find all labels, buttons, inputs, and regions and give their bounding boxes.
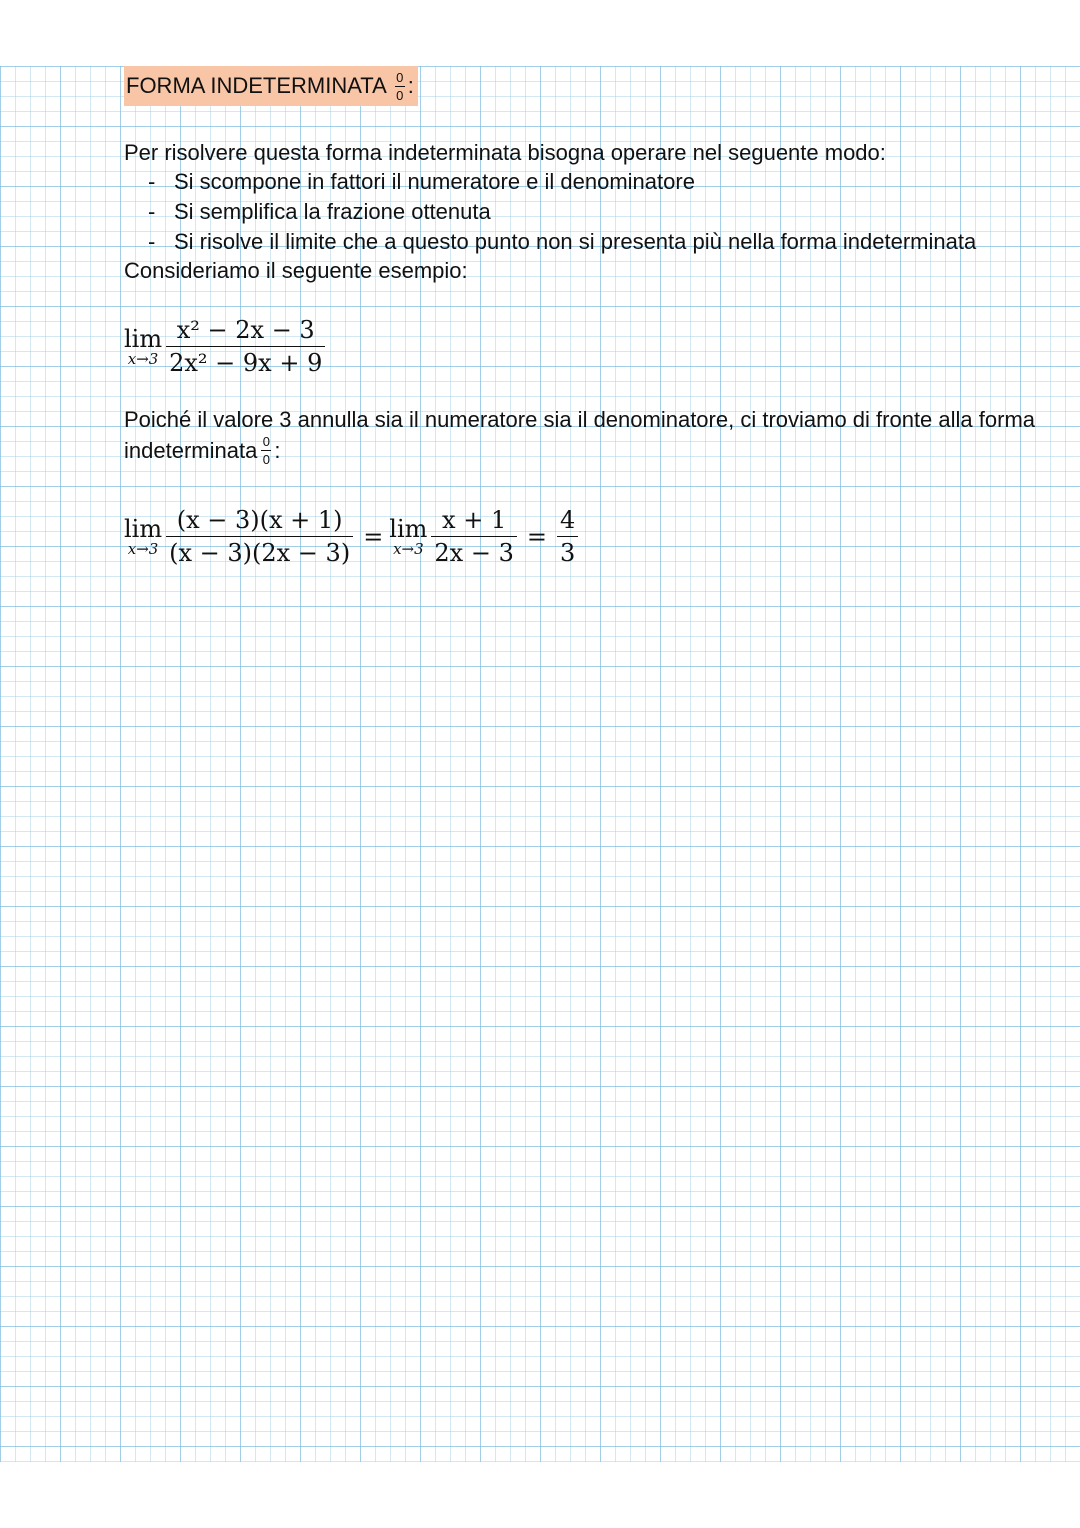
bullet-marker: - <box>148 199 156 224</box>
intro-paragraph: Per risolvere questa forma indeterminata bisogna operare nel seguente modo: <box>124 140 886 165</box>
limit-operator <box>124 514 163 558</box>
explanation-fraction <box>261 434 271 467</box>
list-item-text: Si risolve il limite che a questo punto non si presenta più nella forma indeterminata <box>174 229 977 254</box>
list-item-text: Si semplifica la frazione ottenuta <box>174 199 491 224</box>
fraction-denominator: (x − 3)(2x − 3) <box>169 539 351 567</box>
limit-subscript: x→3 <box>127 539 159 558</box>
limit-word: lim <box>124 324 163 353</box>
title-fraction-denominator: 0 <box>396 87 404 103</box>
example-intro: Consideriamo il seguente esempio: <box>124 258 468 283</box>
title-colon: : <box>407 73 414 98</box>
bullet-marker: - <box>148 229 156 254</box>
steps-list <box>148 167 976 257</box>
factored-fraction <box>166 504 353 569</box>
list-item <box>148 227 976 257</box>
limit-word: lim <box>124 514 163 543</box>
result-denominator: 3 <box>559 539 576 567</box>
bullet-marker: - <box>148 169 156 194</box>
explanation-line-2 <box>124 434 280 467</box>
fraction-denominator: 2x − 3 <box>434 539 514 567</box>
example-fraction <box>166 314 325 379</box>
solution-formula <box>124 504 582 569</box>
explanation-text: indeterminata <box>124 437 258 463</box>
equals-sign: = <box>363 522 384 551</box>
title-text: FORMA INDETERMINATA <box>126 73 387 98</box>
title-fraction-numerator: 0 <box>396 69 404 85</box>
fraction-numerator: (x − 3)(x + 1) <box>176 506 343 534</box>
explanation-fraction-numerator: 0 <box>262 434 270 449</box>
limit-subscript: x→3 <box>127 349 159 368</box>
result-numerator: 4 <box>559 506 576 534</box>
limit-subscript: x→3 <box>393 539 424 558</box>
limit-operator <box>124 324 163 368</box>
equals-sign: = <box>526 522 547 551</box>
list-item <box>148 197 976 227</box>
fraction-numerator: x² − 2x − 3 <box>176 316 315 344</box>
list-item <box>148 167 976 197</box>
result-fraction <box>557 504 578 569</box>
limit-operator <box>389 514 428 558</box>
simplified-fraction <box>431 504 516 569</box>
explanation-colon: : <box>274 437 281 463</box>
explanation-fraction-denominator: 0 <box>262 452 270 467</box>
section-title <box>124 66 418 106</box>
title-fraction <box>395 70 405 103</box>
fraction-numerator: x + 1 <box>442 506 507 534</box>
explanation-line-1: Poiché il valore 3 annulla sia il numeratore sia il denominatore, ci troviamo di fronte alla forma <box>124 407 1036 432</box>
example-formula <box>124 314 329 379</box>
limit-word: lim <box>389 514 428 543</box>
list-item-text: Si scompone in fattori il numeratore e il denominatore <box>174 169 695 194</box>
fraction-denominator: 2x² − 9x + 9 <box>169 349 323 377</box>
